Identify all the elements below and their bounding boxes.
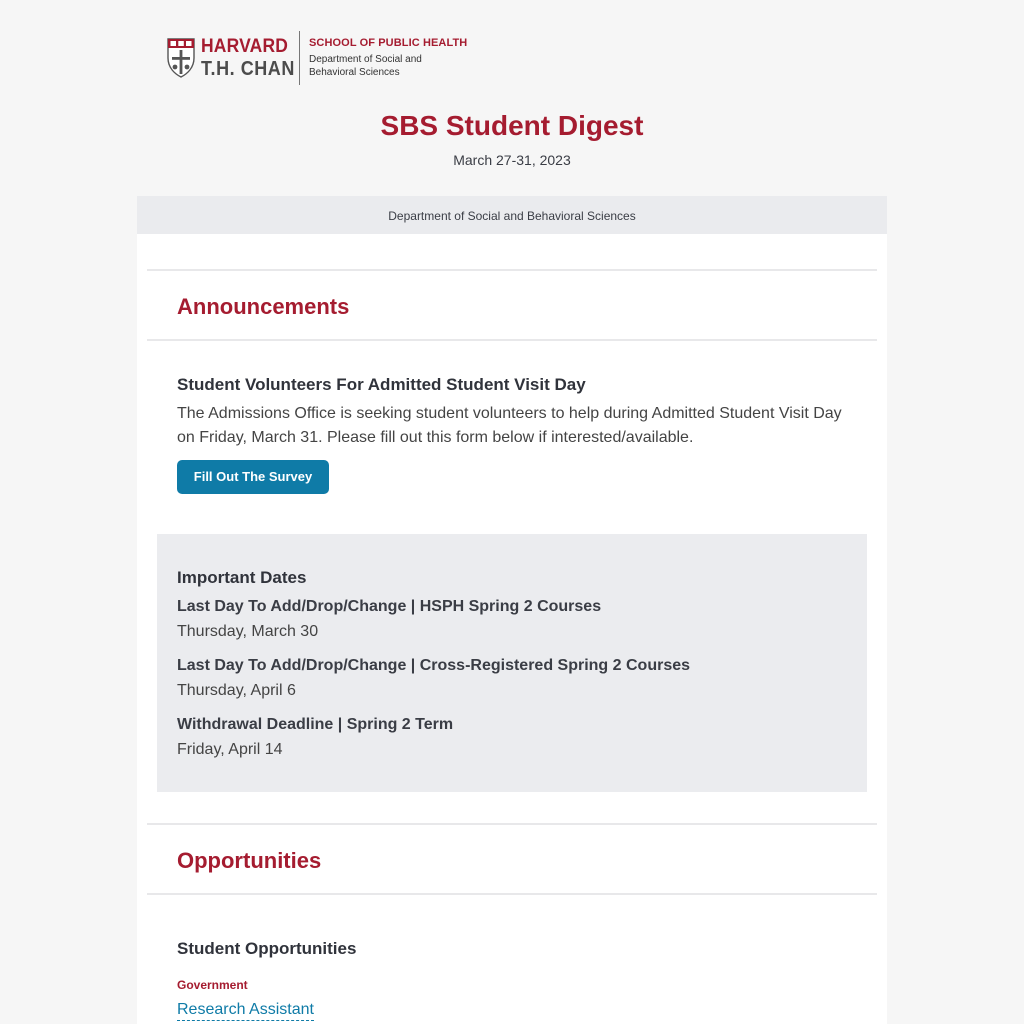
section-divider [147, 893, 877, 895]
student-opportunities-heading: Student Opportunities [177, 939, 357, 958]
date-item-title: Last Day To Add/Drop/Change | HSPH Spring 2 Courses [177, 598, 602, 615]
important-dates-panel [157, 534, 867, 792]
research-assistant-link[interactable]: Research Assistant [177, 1000, 314, 1021]
logo-department-name: Department of Social and Behavioral Sciences [309, 54, 422, 78]
date-item-title: Last Day To Add/Drop/Change | Cross-Registered Spring 2 Courses [177, 657, 691, 674]
section-divider [147, 339, 877, 341]
logo-wordmark-harvard: HARVARD [201, 36, 289, 57]
digest-content [137, 196, 887, 1024]
logo-school-name: SCHOOL OF PUBLIC HEALTH [309, 37, 468, 49]
logo-divider [299, 31, 300, 85]
section-divider [147, 269, 877, 271]
important-dates-heading: Important Dates [177, 568, 307, 587]
digest-date-range: March 27-31, 2023 [453, 152, 571, 168]
opportunity-category-label: Government [177, 978, 248, 992]
section-divider [147, 823, 877, 825]
department-banner: Department of Social and Behavioral Sciences [137, 196, 887, 234]
announcements-heading: Announcements [177, 294, 350, 319]
date-item-title: Withdrawal Deadline | Spring 2 Term [177, 716, 454, 733]
article-body: The Admissions Office is seeking student volunteers to help during Admitted Student Visit Day on Friday, March 31. Please fill out this form below if interested/available. [177, 405, 842, 446]
logo-wordmark-chan: T.H. CHAN [201, 58, 295, 80]
harvard-shield-icon [167, 38, 195, 78]
fill-out-survey-button[interactable]: Fill Out The Survey [177, 460, 329, 494]
date-item-date: Friday, April 14 [177, 741, 283, 758]
date-item-date: Thursday, April 6 [177, 682, 296, 699]
page-title: SBS Student Digest [380, 110, 644, 141]
article-title: Student Volunteers For Admitted Student Visit Day [177, 375, 586, 394]
date-item-date: Thursday, March 30 [177, 623, 319, 640]
opportunities-heading: Opportunities [177, 848, 322, 873]
harvard-chan-logo[interactable] [166, 31, 466, 85]
